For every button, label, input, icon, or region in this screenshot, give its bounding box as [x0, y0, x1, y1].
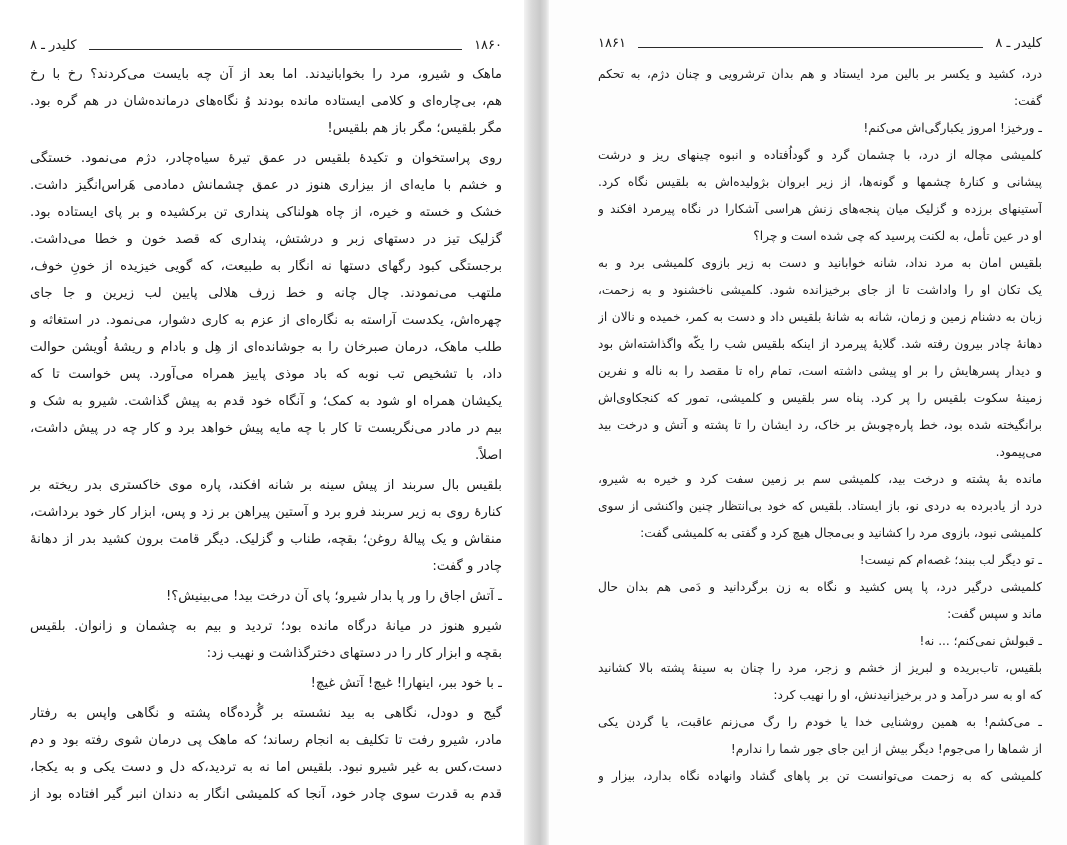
body-text [30, 61, 502, 808]
dialogue-paragraph [598, 628, 1042, 655]
text-line: یک تکان او را واداشت تا از جای برخیزانده شود. کلمیشی ناخشنود و به زحمت، [598, 283, 1042, 297]
running-head [30, 34, 502, 54]
text-line: چادر و گفت: [432, 559, 502, 574]
paragraph [30, 61, 502, 142]
text-line: برجستگی کبود رگهای دستها نه انگار به طبیعت، که گویی خیزیده از خونِ خوف، [30, 259, 502, 274]
text-line: می‌پیمود. [995, 445, 1042, 459]
dialogue-line: از شماها را می‌جوم! دیگر بیش از این جای جور شما را ندارم! [730, 742, 1042, 756]
dialogue-paragraph [598, 709, 1042, 763]
paragraph [598, 61, 1042, 115]
text-line: کلمیشی درگیر درد، پا پس کشید و نگاه به زن برگردانید و دَمی هم بدان حال [598, 580, 1042, 594]
paragraph [598, 763, 1042, 790]
text-line: روی پراستخوان و تکیدهٔ بلقیس در عمق تیرهٔ سیاه‌چادر، دژم می‌نمود. خستگی [30, 151, 502, 166]
text-line: درد از یادبرده به دردی نو، باز ایستاد. بلقیس که خود بی‌انتظار چنین واکنشی از سوی [598, 499, 1042, 513]
text-line: هم، بی‌چاره‌ای و کلامی ایستاده مانده بودند وُ نگاه‌های درمانده‌شان در هم گره بود. [30, 94, 502, 109]
paragraph [30, 145, 502, 469]
paragraph [598, 250, 1042, 466]
text-line: ماند و سپس گفت: [947, 607, 1042, 621]
text-line: کلمیشی نبود، بازوی مرد را کشانید و بی‌مجال هیچ کرد و گفتی به کلمیشی گفت: [640, 526, 1042, 540]
text-line: خشک و خسته و خیره، از چاه هولناکی پنداری تن برکشیده و بر پای ایستاده بود. [30, 205, 502, 220]
page-number: ۱۸۶۰ [474, 38, 502, 53]
text-line: پیشانی و کنارهٔ چشمها و گونه‌ها، از زیر ابروان بژولیده‌اش به بلقیس نگاه کرد. [598, 175, 1042, 189]
text-line: مادر، شیرو رفت تا تکلیف به انجام رساند؛ که ماهک پی درمان شوی رفته بود و دم [30, 733, 502, 748]
running-title: کلیدر ـ ۸ [30, 38, 77, 53]
dialogue-line: ـ با خود ببر، اینهارا! غیچ! آتش غیچ! [310, 676, 502, 691]
paragraph [30, 700, 502, 808]
text-line: برانگیخته شده بود، خط پاره‌چوبش بر خاک، رد ایشان را تا پشته و آتش و درخت بید [598, 418, 1042, 432]
text-line: بقچه و ابزار کار را در دستهای دخترگذاشت و نهیب زد: [206, 646, 502, 661]
right-page [549, 0, 1067, 845]
dialogue-line: ـ آتش اجاق را ور پا بدار شیرو؛ پای آن درخت بید! می‌بینیش؟! [165, 589, 502, 604]
paragraph [598, 466, 1042, 547]
text-line: گیج و دودل، نگاهی به بید نشسته بر گُرده‌گاه پشته و نگاهی واپس به رفتار [30, 706, 502, 721]
text-line: و دیدار پسرهایش را بر او پیشی داشته است، تمام راه تا مقصد را به ناله و نفرین [598, 364, 1042, 378]
dialogue-line: ـ تو دیگر لب ببند؛ غصه‌ام کم نیست! [859, 553, 1042, 567]
text-line: داد، با تشخیص تب نوبه که باد موذی پاییز همراه می‌آورد. پس خواست تا که [30, 367, 502, 382]
text-line: ماهک و شیرو، مرد را بخوابانیدند. اما بعد از آن چه بایست می‌کردند؟ رخ با رخ [30, 67, 502, 82]
dialogue-paragraph [30, 670, 502, 697]
paragraph [598, 574, 1042, 628]
running-head [598, 32, 1042, 52]
text-line: آستینهای برزده و گزلیک میان پنجه‌های زنش هراسی آشکارا در نگاه پیرمرد افکند و [598, 202, 1042, 216]
text-line: بلقیس، تاب‌بریده و لبریز از خشم و زجر، مرد را چنان به سینهٔ پشته بالا کشانید [598, 661, 1042, 675]
text-line: گفت: [1013, 94, 1042, 108]
text-line: گزلیک تیز در دستهای زبر و درشتش، پنداری که قصد خون و خطا می‌داشت. [30, 232, 502, 247]
text-line: بلقیس امان به مرد نداد، شانه خوابانید و دست به زیر بازوی کلمیشی برد و به [598, 256, 1042, 270]
text-line: طلب ماهک، درمان صبرخان را به جوشانده‌ای از هِل و بادام و ریشهٔ اُویشن حوالت [30, 340, 502, 355]
header-rule [638, 47, 983, 48]
text-line: درد، کشید و یکسر بر بالین مرد ایستاد و هم بدان ترشرویی و چنان دژم، به تحکم [598, 67, 1042, 81]
text-line: ملتهب می‌نمودند. چال چانه و خط زرف هلالی پایین لب زیرین و جا جای [30, 286, 502, 301]
text-line: او در عین تأمل، به لکنت پرسید که چی شده است و چرا؟ [753, 229, 1042, 243]
text-line: کلمیشی که به زحمت می‌توانست تن بر پاهای گشاد وانهاده نگاه بدارد، بیزار و [598, 769, 1042, 783]
text-line: کنارهٔ روی به زیر سربند فرو برد و آستین پیراهن بر زد و پس، ابزار کار خود برداشت، [30, 505, 502, 520]
text-line: اصلاً. [475, 448, 502, 463]
book-gutter [524, 0, 549, 845]
text-line: دست،کس به غیر شیرو نبود. بلقیس اما نه به تردید،که دل و دست یکی و به یکجا، [30, 760, 502, 775]
text-line: بلقیس بال سربند از پیش سینه بر شانه افکند، پاره موی خاکستری بدر ریخته بر [30, 478, 502, 493]
page-number: ۱۸۶۱ [598, 36, 626, 51]
dialogue-line: ـ می‌کشم! به همین روشنایی خدا یا خودم را رگ می‌زنم عاقبت، یا گردن یکی [598, 715, 1042, 729]
text-line: منقاش و یک پیالهٔ روغن؛ بقچه، طناب و گزلیک. دیگر قامت برون کشید بدر از دهانهٔ [30, 532, 502, 547]
text-line: دهانهٔ چادر بیرون رفته شد. گلایهٔ پیرمرد از اینکه بلقیس شب را یکّه واگذاشته‌اش بود [598, 337, 1042, 351]
text-line: زبان به دشنام زمین و زمان، شانه به شانهٔ بلقیس داد و دست به کمر، خمیده و نالان از [598, 310, 1042, 324]
running-title: کلیدر ـ ۸ [995, 36, 1042, 51]
text-line: و خشم با مایه‌ای از بیزاری هنوز در عمق چشمانش دمادمی هَراس‌انگیز داشت. [30, 178, 502, 193]
text-line: چهره‌اش، یکدست آراسته به نگاره‌ای از عزم به کاری دشوار، می‌نمود. در استغاثه و [30, 313, 502, 328]
dialogue-paragraph [30, 583, 502, 610]
header-rule [89, 49, 462, 50]
text-line: قدم به قدرت سوی چادر خود، آنجا که کلمیشی انگار به دندان انبر گیر افتاده بود از [30, 787, 502, 802]
text-line: مانده بهٔ پشته و درخت بید، کلمیشی سم بر زمین سفت کرد و خیره به شیرو، [598, 472, 1042, 486]
text-line: که او به سر درآمد و در برخیزانیدنش، او را نهیب کرد: [773, 688, 1042, 702]
body-text [598, 61, 1042, 790]
dialogue-paragraph [598, 115, 1042, 142]
paragraph [30, 472, 502, 580]
text-line: زمینهٔ سکوت بلقیس را پر کرد. پناه سر بلقیس و کلمیشی، تمور که کنجکاوی‌اش [598, 391, 1042, 405]
dialogue-paragraph [598, 547, 1042, 574]
dialogue-line: ـ قبولش نمی‌کنم؛ ... نه! [919, 634, 1042, 648]
text-line: یکیشان همراه او شود به کمک؛ و آنگاه خود قدم به پیش گذاشت. شیرو به شک و [30, 394, 502, 409]
text-line: بیم در مادر می‌نگریست تا کار با چه مایه پیش خواهد برد و کار چه در پیش داشت، [30, 421, 502, 436]
text-line: مگر بلقیس؛ مگر باز هم بلقیس! [327, 121, 502, 136]
text-line: شیرو هنوز در میانهٔ درگاه مانده بود؛ تردید و بیم به چشمان و زانوان. بلقیس [30, 619, 502, 634]
paragraph [598, 655, 1042, 709]
paragraph [598, 142, 1042, 250]
dialogue-line: ـ ورخیز! امروز یکبارگی‌اش می‌کنم! [863, 121, 1042, 135]
text-line: کلمیشی مچاله از درد، با چشمان گرد و گوداُفتاده و انبوه چینهای ریز و درشت [598, 148, 1042, 162]
left-page [0, 0, 524, 845]
paragraph [30, 613, 502, 667]
